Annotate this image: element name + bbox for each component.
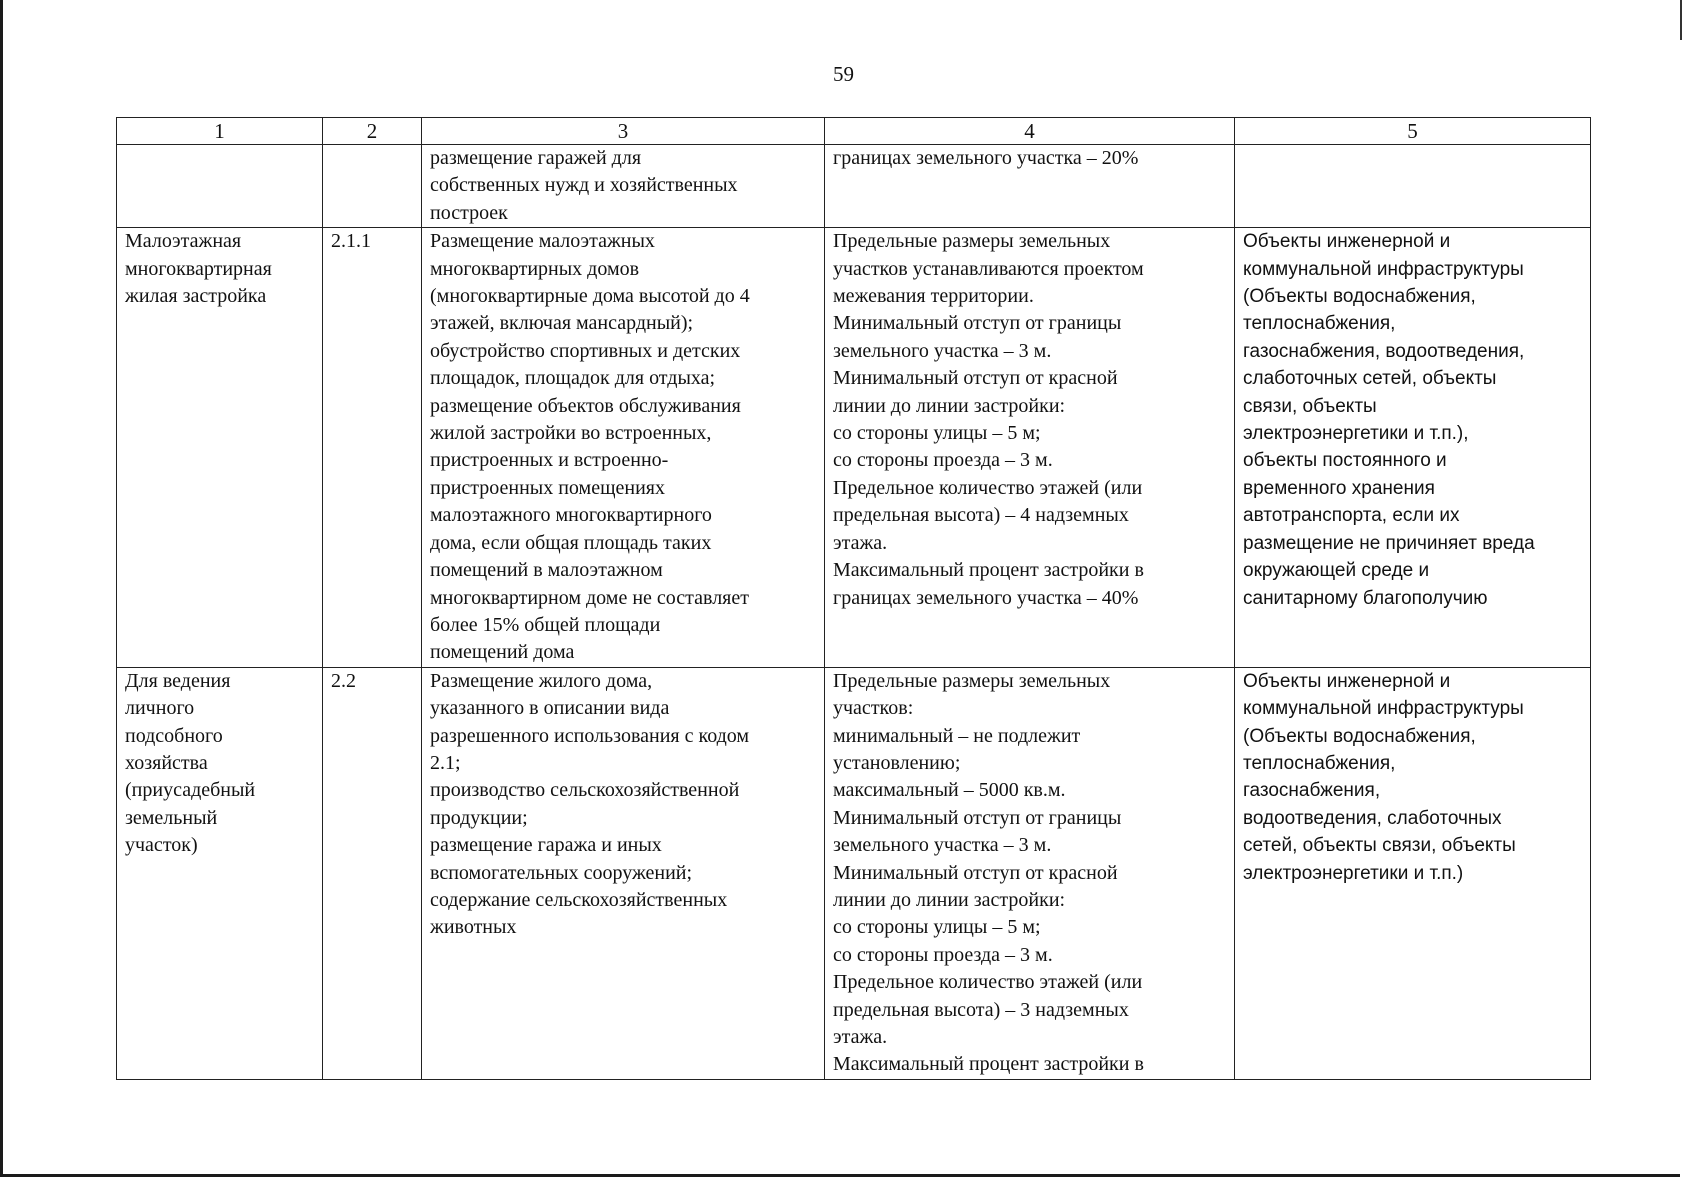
- page-number: 59: [833, 62, 854, 86]
- cell-code: 2.2: [323, 667, 422, 1079]
- cell-auxiliary-uses: Объекты инженерной и коммунальной инфраструктуры (Объекты водоснабжения, теплоснабжения, газоснабжения, водоотведения, слаботочных сетей, объекты связи, объекты электроэнергетики и т.п.), объекты постоянного и временного хранения автотранспорта, если их размещение не причиняет вреда окружающей среде и санитарному благополучию: [1235, 228, 1591, 668]
- column-header-5: 5: [1235, 118, 1591, 145]
- table-row: [117, 228, 1591, 668]
- cell-code: [323, 145, 422, 228]
- cell-parameters: Предельные размеры земельных участков: минимальный – не подлежит установлению; максимальный – 5000 кв.м. Минимальный отступ от границы земельного участка – 3 м. Минимальный отступ от красной линии до линии застройки: со стороны улицы – 5 м; со стороны проезда – 3 м. Предельное количество этажей (или предельная высота) – 3 надземных этажа. Максимальный процент застройки в: [825, 667, 1235, 1079]
- column-header-3: 3: [422, 118, 825, 145]
- scan-border-bottom: [0, 1174, 1680, 1177]
- table-header-row: [117, 118, 1591, 145]
- cell-description: Размещение малоэтажных многоквартирных домов (многоквартирные дома высотой до 4 этажей, включая мансардный); обустройство спортивных и детских площадок, площадок для отдыха; размещение объектов обслуживания жилой застройки во встроенных, пристроенных и встроенно- пристроенных помещениях малоэтажного многоквартирного дома, если общая площадь таких помещений в малоэтажном многоквартирном доме не составляет более 15% общей площади помещений дома: [422, 228, 825, 668]
- table-row: [117, 667, 1591, 1079]
- column-header-2: 2: [323, 118, 422, 145]
- cell-parameters: границах земельного участка – 20%: [825, 145, 1235, 228]
- cell-auxiliary-uses: Объекты инженерной и коммунальной инфраструктуры (Объекты водоснабжения, теплоснабжения, газоснабжения, водоотведения, слаботочных сетей, объекты связи, объекты электроэнергетики и т.п.): [1235, 667, 1591, 1079]
- column-header-1: 1: [117, 118, 323, 145]
- cell-use-name: Малоэтажная многоквартирная жилая застройка: [117, 228, 323, 668]
- cell-description: Размещение жилого дома, указанного в описании вида разрешенного использования с кодом 2.1; производство сельскохозяйственной продукции; размещение гаража и иных вспомогательных сооружений; содержание сельскохозяйственных животных: [422, 667, 825, 1079]
- cell-parameters: Предельные размеры земельных участков устанавливаются проектом межевания территории. Минимальный отступ от границы земельного участка – 3 м. Минимальный отступ от красной линии до линии застройки: со стороны улицы – 5 м; со стороны проезда – 3 м. Предельное количество этажей (или предельная высота) – 4 надземных этажа. Максимальный процент застройки в границах земельного участка – 40%: [825, 228, 1235, 668]
- column-header-4: 4: [825, 118, 1235, 145]
- cell-description: размещение гаражей для собственных нужд и хозяйственных построек: [422, 145, 825, 228]
- cell-use-name: [117, 145, 323, 228]
- zoning-table: [116, 117, 1591, 1080]
- cell-auxiliary-uses: [1235, 145, 1591, 228]
- scan-border-right: [1680, 0, 1682, 40]
- cell-use-name: Для ведения личного подсобного хозяйства (приусадебный земельный участок): [117, 667, 323, 1079]
- table-row: [117, 145, 1591, 228]
- scan-border-left: [0, 0, 3, 1176]
- cell-code: 2.1.1: [323, 228, 422, 668]
